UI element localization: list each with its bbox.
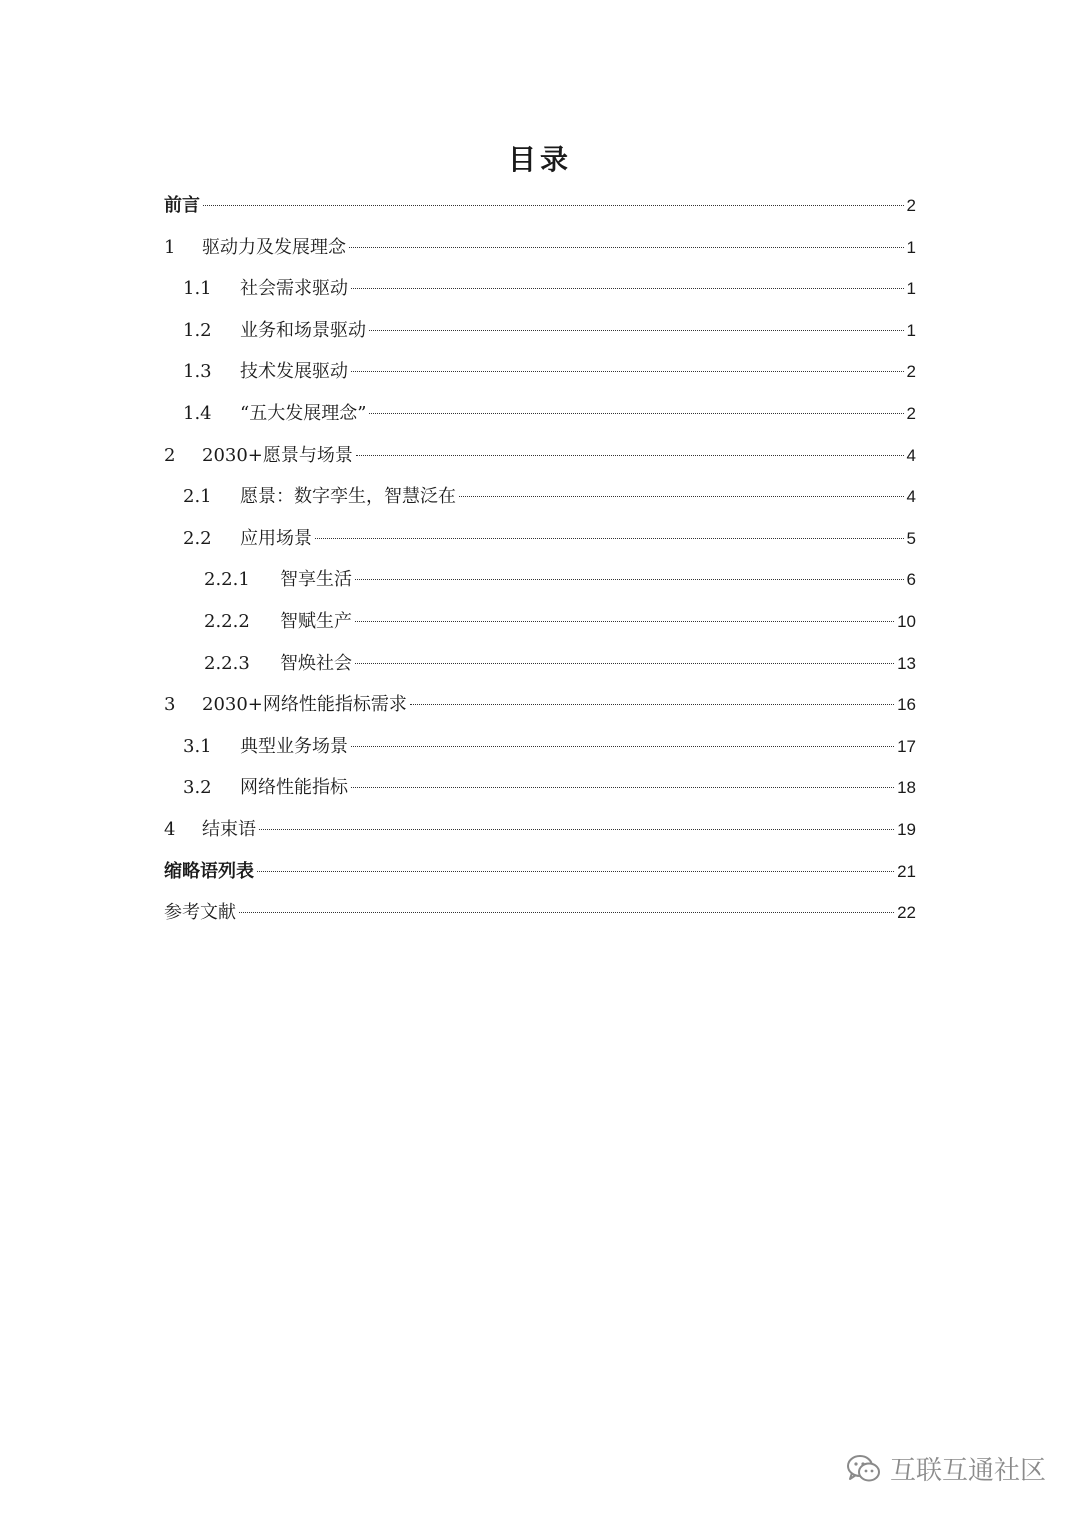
dot-leader: [356, 455, 904, 456]
toc-entry[interactable]: [164, 601, 916, 643]
toc-entry[interactable]: [164, 393, 916, 435]
toc-entry-number: 2.2.2: [204, 610, 250, 632]
toc-entry-page-number: 1: [906, 279, 916, 299]
page-title: 目录: [507, 143, 572, 176]
toc-entry-title: 智享生活: [280, 569, 352, 591]
dot-leader: [369, 413, 903, 414]
dot-leader: [355, 663, 894, 664]
toc-entry-page-number: 22: [897, 903, 916, 923]
toc-entry-number: 3.1: [183, 735, 212, 757]
toc-entry-page-number: 17: [897, 736, 916, 756]
toc-entry-title: 驱动力及发展理念: [202, 236, 346, 258]
toc-entry[interactable]: [164, 809, 916, 851]
toc-entry-title: 2030+网络性能指标需求: [202, 694, 407, 716]
toc-entry[interactable]: [164, 476, 916, 518]
toc-entry[interactable]: [164, 351, 916, 393]
dot-leader: [369, 330, 904, 331]
toc-entry-title: 智赋生产: [280, 610, 352, 632]
toc-entry-title: “五大发展理念”: [240, 402, 367, 424]
toc-entry-title: 应用场景: [240, 527, 312, 549]
toc-entry[interactable]: [164, 227, 916, 269]
toc-entry-title: 2030+愿景与场景: [202, 444, 353, 466]
toc-entry[interactable]: [164, 851, 916, 893]
toc-entry-title: 参考文献: [164, 902, 236, 924]
toc-entry[interactable]: [164, 310, 916, 352]
toc-entry-page-number: 2: [906, 403, 916, 423]
toc-entry-page-number: 6: [906, 570, 916, 590]
dot-leader: [239, 912, 894, 913]
toc-entry-number: 1: [164, 236, 176, 258]
dot-leader: [351, 288, 904, 289]
toc-entry-number: 1.4: [183, 402, 212, 424]
toc-entry-page-number: 1: [906, 320, 916, 340]
watermark-text: 互联互通社区: [889, 1456, 1046, 1486]
toc-entry-title: 智焕社会: [280, 652, 352, 674]
toc-entry-page-number: 16: [897, 695, 916, 715]
toc-entry-number: 2.2: [183, 527, 212, 549]
wechat-icon: [846, 1454, 882, 1484]
dot-leader: [459, 496, 904, 497]
toc-list: [164, 185, 916, 934]
toc-entry-page-number: 4: [906, 487, 916, 507]
toc-entry[interactable]: [164, 185, 916, 227]
toc-entry-number: 2.2.3: [204, 652, 250, 674]
toc-entry-number: 1.2: [183, 319, 212, 341]
toc-entry-title: 社会需求驱动: [240, 278, 348, 300]
toc-entry-title: 典型业务场景: [240, 735, 348, 757]
dot-leader: [203, 205, 904, 206]
toc-entry[interactable]: [164, 684, 916, 726]
toc-entry-title: 愿景：数字孪生，智慧泛在: [240, 486, 456, 508]
dot-leader: [355, 579, 904, 580]
dot-leader: [410, 704, 894, 705]
toc-entry-number: 4: [164, 818, 176, 840]
toc-entry-title: 前言: [164, 195, 200, 216]
toc-entry-page-number: 13: [897, 653, 916, 673]
toc-entry-page-number: 5: [906, 528, 916, 548]
toc-entry[interactable]: [164, 643, 916, 685]
toc-entry-number: 3.2: [183, 777, 212, 799]
dot-leader: [259, 829, 894, 830]
toc-entry[interactable]: [164, 892, 916, 934]
toc-entry-title: 网络性能指标: [240, 777, 348, 799]
toc-entry-number: 1.1: [183, 278, 212, 300]
toc-entry[interactable]: [164, 435, 916, 477]
toc-entry-title: 业务和场景驱动: [240, 319, 366, 341]
dot-leader: [349, 247, 904, 248]
toc-entry-number: 2: [164, 444, 176, 466]
toc-entry[interactable]: [164, 559, 916, 601]
dot-leader: [351, 746, 894, 747]
toc-entry-title: 缩略语列表: [164, 860, 254, 882]
toc-entry-title: 技术发展驱动: [240, 361, 348, 383]
toc-entry[interactable]: [164, 518, 916, 560]
toc-entry-page-number: 18: [897, 778, 916, 798]
toc-entry-page-number: 2: [906, 196, 916, 215]
toc-entry-page-number: 1: [906, 237, 916, 257]
toc-entry-page-number: 2: [906, 362, 916, 382]
toc-entry-page-number: 10: [897, 611, 916, 631]
dot-leader: [351, 371, 904, 372]
toc-entry-number: 2.2.1: [204, 569, 250, 591]
toc-entry-number: 2.1: [183, 486, 212, 508]
toc-entry[interactable]: [164, 767, 916, 809]
toc-entry-title: 结束语: [202, 818, 256, 840]
dot-leader: [257, 871, 894, 872]
toc-entry-page-number: 21: [897, 861, 916, 881]
dot-leader: [351, 787, 894, 788]
dot-leader: [315, 538, 904, 539]
toc-entry[interactable]: [164, 268, 916, 310]
toc-entry[interactable]: [164, 726, 916, 768]
toc-entry-page-number: 4: [906, 445, 916, 465]
watermark: [846, 1450, 1046, 1487]
toc-entry-number: 1.3: [183, 361, 212, 383]
toc-entry-page-number: 19: [897, 819, 916, 839]
toc-entry-number: 3: [164, 694, 176, 716]
dot-leader: [355, 621, 894, 622]
